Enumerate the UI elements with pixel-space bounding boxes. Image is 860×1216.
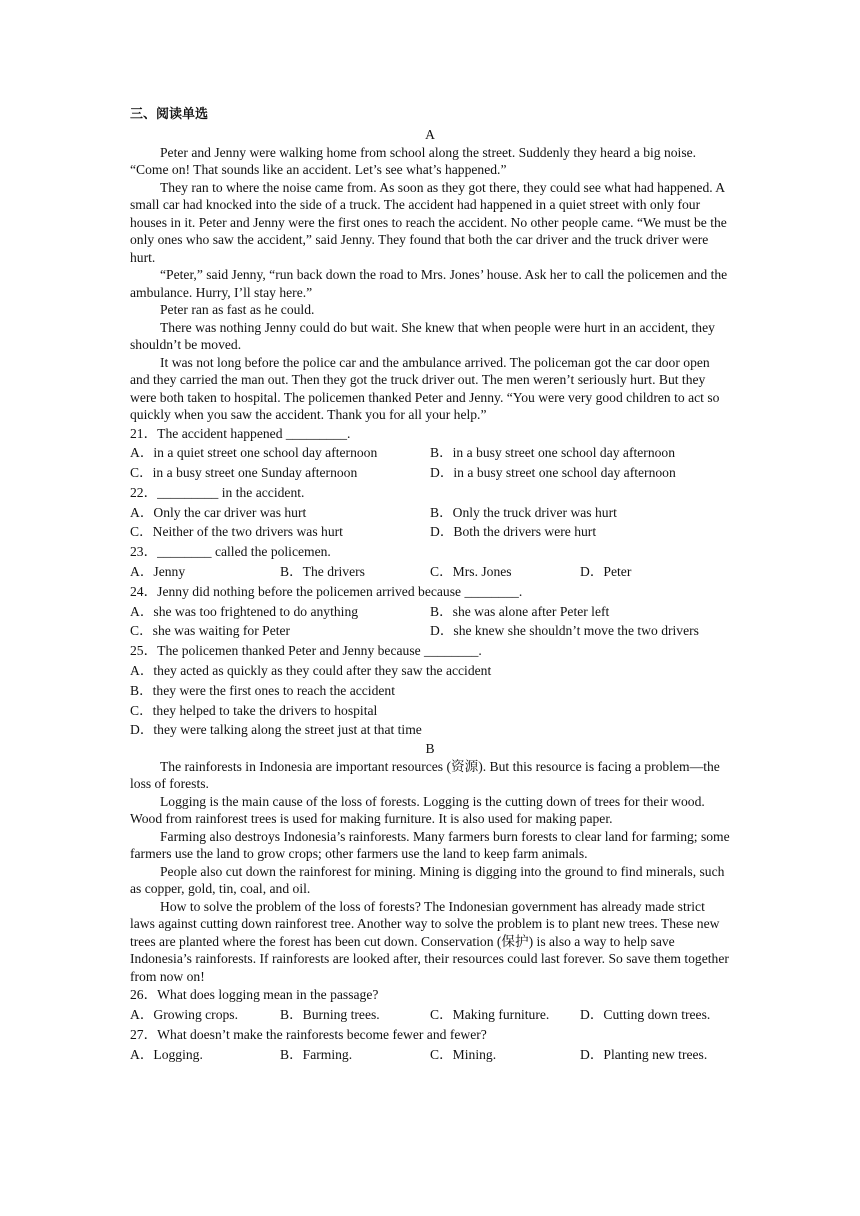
option-row bbox=[130, 522, 730, 542]
option-c: C．Mrs. Jones bbox=[430, 564, 512, 580]
option-d: D．Both the drivers were hurt bbox=[430, 524, 597, 540]
option-b: B．Only the truck driver was hurt bbox=[430, 504, 617, 520]
question-stem: 21．The accident happened _________. bbox=[130, 425, 351, 441]
passage-b-paragraph: People also cut down the rainforest for mining. Mining is digging into the ground to find minerals, such as copper, gold, tin, coal, and oil. bbox=[130, 863, 725, 897]
passage-b-paragraph: Farming also destroys Indonesia’s rainforests. Many farmers burn forests to clear land for farming; some farmers use the land to grow crops; other farmers use the land to keep farm animals. bbox=[130, 828, 730, 862]
option-c: C．Neither of the two drivers was hurt bbox=[130, 524, 343, 540]
option-b: B．Burning trees. bbox=[280, 1007, 380, 1023]
option-row bbox=[130, 1045, 730, 1065]
option-d: D．she knew she shouldn’t move the two drivers bbox=[430, 623, 699, 639]
reading-section bbox=[130, 104, 730, 1064]
passage-a-paragraph: Peter ran as fast as he could. bbox=[160, 302, 315, 317]
question-stem: 27．What doesn’t make the rainforests become fewer and fewer? bbox=[130, 1026, 487, 1042]
option-b: B．she was alone after Peter left bbox=[430, 603, 610, 619]
option-d: D．Cutting down trees. bbox=[580, 1007, 711, 1023]
option-d: D．they were talking along the street just at that time bbox=[130, 722, 422, 738]
passage-b-label: B bbox=[425, 741, 435, 757]
option-row bbox=[130, 443, 730, 463]
option-b: B．in a busy street one school day afternoon bbox=[430, 445, 676, 461]
option-a: A．Jenny bbox=[130, 564, 186, 580]
passage-b-paragraph: Logging is the main cause of the loss of forests. Logging is the cutting down of trees for their wood. Wood from rainforest trees is used for making furniture. It is also used for making paper. bbox=[130, 793, 705, 827]
option-c: C．they helped to take the drivers to hospital bbox=[130, 702, 378, 718]
passage-a-paragraph: There was nothing Jenny could do but wait. She knew that when people were hurt in an accident, they shouldn’t be moved. bbox=[130, 319, 715, 352]
option-a: A．she was too frightened to do anything bbox=[130, 603, 359, 619]
passage-a-paragraph: “Peter,” said Jenny, “run back down the road to Mrs. Jones’ house. Ask her to call the policemen and the ambulance. Hurry, I’ll stay here.” bbox=[130, 267, 728, 300]
option-c: C．Making furniture. bbox=[430, 1007, 550, 1023]
option-row bbox=[130, 602, 730, 622]
option-a: A．Growing crops. bbox=[130, 1007, 238, 1023]
passage-a-paragraph: They ran to where the noise came from. As soon as they got there, they could see what had happened. A small car had knocked into the side of a truck. The accident had happened in a quiet street with only four houses in it. Peter and Jenny were the first ones to reach the accident. No other people came. “We must be the only ones who saw the accident,” said Jenny. They found that both the car driver and the truck driver were hurt. bbox=[130, 179, 727, 265]
question-stem: 26．What does logging mean in the passage? bbox=[130, 987, 379, 1003]
option-b: B．Farming. bbox=[280, 1046, 353, 1062]
section-title: 三、阅读单选 bbox=[130, 107, 209, 122]
question-stem: 22．_________ in the accident. bbox=[130, 484, 305, 500]
option-c: C．Mining. bbox=[430, 1046, 497, 1062]
option-row bbox=[130, 503, 730, 523]
passage-a-label: A bbox=[425, 127, 435, 142]
question-stem: 23．________ called the policemen. bbox=[130, 544, 331, 560]
option-a: A．Only the car driver was hurt bbox=[130, 504, 307, 520]
option-c: C．in a busy street one Sunday afternoon bbox=[130, 465, 358, 481]
option-b: B．they were the first ones to reach the accident bbox=[130, 682, 395, 698]
option-row bbox=[130, 562, 730, 582]
option-row bbox=[130, 463, 730, 483]
passage-a-paragraph: It was not long before the police car and the ambulance arrived. The policeman got the car door open and they carried the man out. Then they got the truck driver out. The men weren’t seriously hurt. But they were both taken to hospital. The policemen thanked Peter and Jenny. “You were very good children to act so quickly when you saw the accident. Thank you for all your help.” bbox=[130, 354, 720, 422]
option-d: D．Planting new trees. bbox=[580, 1046, 708, 1062]
passage-a-paragraph: Peter and Jenny were walking home from school along the street. Suddenly they heard a big noise. “Come on! That sounds like an accident. Let’s see what’s happened.” bbox=[130, 144, 697, 177]
option-row bbox=[130, 1005, 730, 1025]
option-b: B．The drivers bbox=[280, 564, 365, 580]
option-a: A．they acted as quickly as they could after they saw the accident bbox=[130, 663, 492, 679]
option-d: D．in a busy street one school day afternoon bbox=[430, 465, 676, 481]
option-d: D．Peter bbox=[580, 564, 632, 580]
passage-b-paragraph: How to solve the problem of the loss of forests? The Indonesian government has already made strict laws against cutting down rainforest tree. Another way to solve the problem is to plant new trees. These new trees are planted where the forest has been cut down. Conservation (保护) is also a way to help save Indonesia’s rainforests. If rainforests are looked after, their resources could last forever. So save them together from now on! bbox=[130, 898, 729, 984]
question-stem: 24．Jenny did nothing before the policemen arrived because ________. bbox=[130, 583, 523, 599]
question-stem: 25．The policemen thanked Peter and Jenny because ________. bbox=[130, 643, 482, 659]
passage-b-paragraph: The rainforests in Indonesia are important resources (资源). But this resource is facing a problem—the loss of forests. bbox=[130, 758, 720, 792]
option-a: A．in a quiet street one school day afternoon bbox=[130, 445, 378, 461]
option-a: A．Logging. bbox=[130, 1046, 203, 1062]
option-c: C．she was waiting for Peter bbox=[130, 623, 291, 639]
option-row bbox=[130, 621, 730, 641]
